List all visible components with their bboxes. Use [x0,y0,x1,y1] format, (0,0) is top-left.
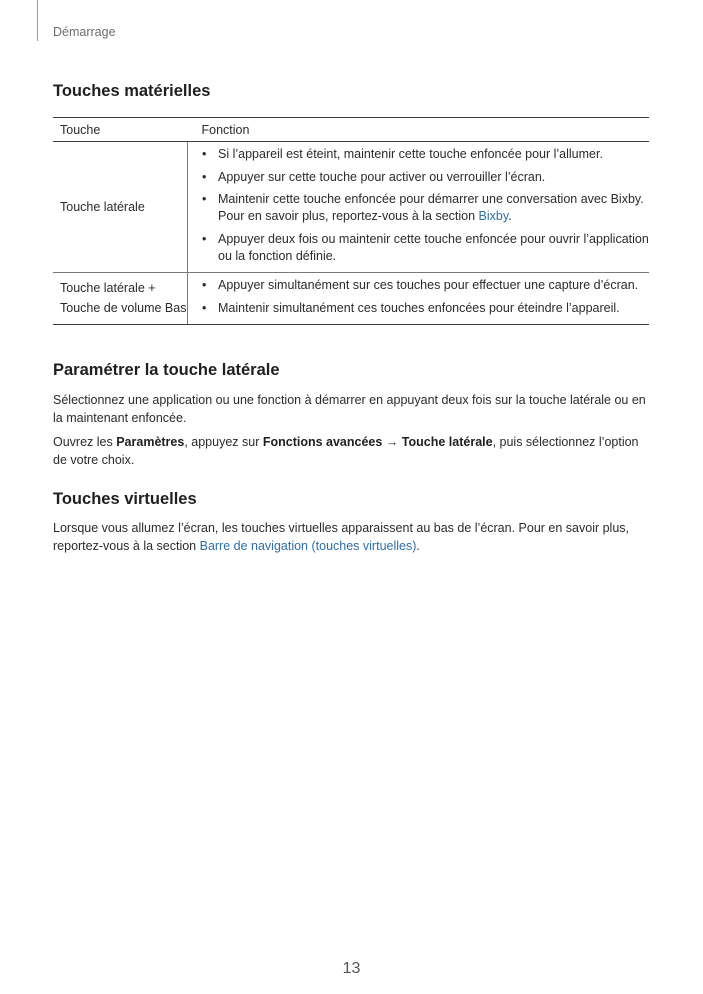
function-list [188,273,649,324]
description-end: . [416,539,420,553]
list-item: • Maintenir simultanément ces touches enfoncées pour éteindre l’appareil. [188,300,649,317]
settings-menu-name: Paramètres [116,435,185,449]
list-item: • Appuyer deux fois ou maintenir cette touche enfoncée pour ouvrir l’application ou la fonction définie. [188,231,649,265]
instruction-text: Ouvrez les [53,435,117,449]
column-header-function: Fonction [188,118,650,142]
virtual-keys-description [53,519,649,555]
bixby-link[interactable]: Bixby [478,209,509,223]
side-key-instructions [53,433,649,469]
function-cell [188,273,650,325]
hardware-keys-table [53,117,649,325]
section-label: Démarrage [53,25,116,39]
list-item [188,191,649,225]
arrow-icon: → [382,435,402,449]
description-text: Lorsque vous allumez l’écran, les touches virtuelles apparaissent au bas de l’écran. Pour en savoir plus, reportez-vous à la section [53,521,630,553]
table-header-row [53,118,649,142]
list-item-text: Maintenir cette touche enfoncée pour démarrer une conversation avec Bixby. Pour en savoir plus, reportez-vous à la section [218,192,644,223]
side-key-menu-name: Touche latérale [401,435,493,449]
hardware-keys-heading: Touches matérielles [53,82,211,100]
table-row [53,273,649,325]
function-cell [188,142,650,273]
virtual-keys-heading: Touches virtuelles [53,490,197,508]
list-item-end: . [508,209,512,223]
page-number: 13 [342,960,361,977]
instruction-text: , puis sélectionnez l’option de votre choix. [53,435,639,467]
key-cell: Touche latérale [53,142,188,273]
side-key-heading: Paramétrer la touche latérale [53,361,280,379]
list-item: • Appuyer simultanément sur ces touches pour effectuer une capture d’écran. [188,277,649,294]
section-divider [37,0,38,41]
advanced-features-menu-name: Fonctions avancées [262,435,383,449]
list-item: • Si l’appareil est éteint, maintenir cette touche enfoncée pour l’allumer. [188,146,649,163]
navigation-bar-link[interactable]: Barre de navigation (touches virtuelles) [199,539,417,553]
table-row [53,142,649,273]
side-key-description: Sélectionnez une application ou une fonction à démarrer en appuyant deux fois sur la touche latérale ou en la maintenant enfoncée. [53,393,646,425]
list-item: • Appuyer sur cette touche pour activer ou verrouiller l’écran. [188,169,649,186]
key-cell: Touche latérale + Touche de volume Bas [53,273,188,325]
column-header-key: Touche [53,118,188,142]
function-list [188,142,649,272]
instruction-text: , appuyez sur [184,435,263,449]
